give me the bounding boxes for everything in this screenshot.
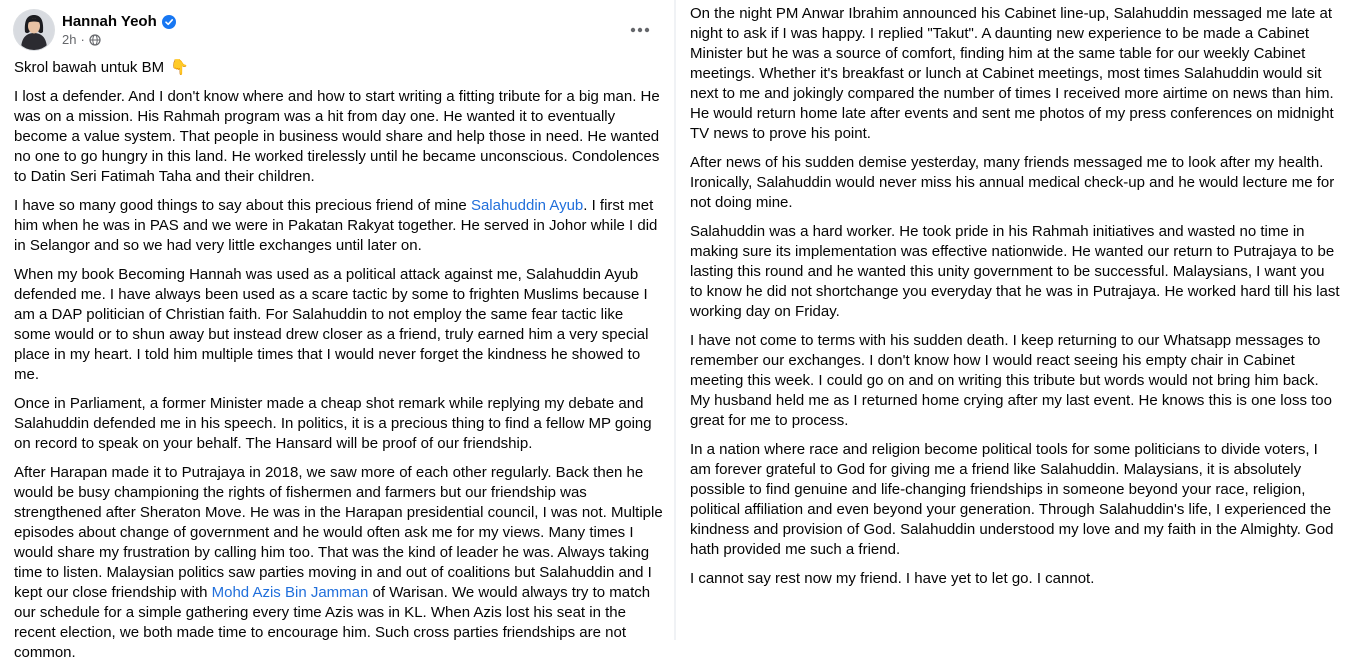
mention-link[interactable]: Salahuddin Ayub [470,197,584,214]
paragraph-text: Once in Parliament, a former Minister made a cheap shot remark while replying my debate and Salahuddin defended me in his speech. In politics, it is a precious thing to find a fellow MP going on record to speak on your behalf. The Hansard will be proof of our friendship. [14,395,652,452]
paragraph-text: I cannot say rest now my friend. I have yet to let go. I cannot. [690,570,1095,587]
right-paragraphs [690,4,1340,589]
post-paragraph [690,440,1340,560]
post-paragraph [690,222,1340,322]
left-paragraphs [14,87,664,663]
globe-icon [89,34,101,46]
verified-badge-icon [162,15,176,29]
post-paragraph [690,4,1340,144]
post-paragraph [14,87,664,187]
paragraph-text: When my book Becoming Hannah was used as a political attack against me, Salahuddin Ayub defended me. I have always been used as a scare tactic by some to frighten Muslims because I am a DAP politician of Christian faith. For Salahuddin to not employ the same fear tactic like some would or to shun away but instead drew closer as a friend, truly earned him a very special place in my heart. I told him multiple times that I would never forget the kindness he showed to me. [14,266,649,383]
intro-text: Skrol bawah untuk BM [14,59,165,76]
mention-link[interactable]: Mohd Azis Bin Jamman [211,584,369,601]
post-column-left [0,0,672,661]
paragraph-text: On the night PM Anwar Ibrahim announced his Cabinet line-up, Salahuddin messaged me late at night to ask if I was happy. I replied "Takut". A daunting new experience to be made a Cabinet Minister but he was a source of comfort, finding him at the same table for our weekly Cabinet meetings. Whether it's breakfast or lunch at Cabinet meetings, most times Salahuddin would sit next to me and jokingly compared the number of times I received more airtime on news than him. He would return home late after events and sent me photos of my press conferences on midnight TV news to prove his point. [690,5,1334,142]
post-paragraph [14,196,664,256]
author-avatar[interactable] [14,10,54,50]
author-name-row [62,13,176,30]
avatar-image [14,10,54,50]
post-time[interactable]: 2h [62,32,77,47]
more-options-button[interactable] [626,16,654,44]
paragraph-text: After news of his sudden demise yesterday, many friends messaged me to look after my health. Ironically, Salahuddin would never miss his annual medical check-up and he would lecture me for not doing mine. [690,154,1335,211]
paragraph-text: I have so many good things to say about this precious friend of mine [14,197,471,214]
post-column-right [678,0,1346,640]
post-body-left [14,58,664,672]
paragraph-text: of Warisan. We would always try to match our schedule for a simple gathering every time Azis was in KL. When Azis lost his seat in the recent election, we both made time to encourage him. Such cross parties friendships are not common. [14,584,651,661]
post-paragraph [690,569,1340,589]
post-meta [62,32,101,47]
post-paragraph [690,331,1340,431]
intro-line [14,58,664,78]
post-paragraph [14,265,664,385]
meta-separator: · [80,32,85,47]
paragraph-text: . I first met him when he was in PAS and we were in Pakatan Rakyat together. He served in Johor while I did in Selangor and so we had very little exchanges until later on. [14,197,658,254]
pointing-down-hand-emoji: 👇 [170,59,189,76]
post-header [14,10,664,50]
paragraph-text: I lost a defender. And I don't know where and how to start writing a fitting tribute for a big man. He was on a mission. His Rahmah program was a hit from day one. He wanted it to eventually become a value system. That people in business would share and help those in need. He wanted no one to go hungry in this land. He worked tirelessly until he became unconscious. Condolences to Datin Seri Fatimah Taha and their children. [14,88,660,185]
more-horizontal-icon [630,27,650,33]
paragraph-text: In a nation where race and religion become political tools for some politicians to divide voters, I am forever grateful to God for giving me a friend like Salahuddin. Malaysians, it is absolutely possible to find genuine and life-changing friendships in someone beyond your race, religion, political affiliation and even beyond your generation. Through Salahuddin's life, I experienced the kindness and provision of God. Salahuddin understood my love and my faith in the Almighty. God hath provided me such a friend. [690,441,1334,558]
post-paragraph [14,463,664,663]
paragraph-text: After Harapan made it to Putrajaya in 2018, we saw more of each other regularly. Back then he would be busy championing the rights of fishermen and farmers but our friendship was strengthened after Sheraton Move. He was in the Harapan presidential council, I was not. Multiple episodes about change of government and he would often ask me for my views. Many times I would share my frustration by calling him too. That was the kind of leader he was. Always taking time to listen. Malaysian politics saw parties moving in and out of coalitions but Salahuddin and I kept our close friendship with [14,464,663,601]
post-paragraph [14,394,664,454]
paragraph-text: Salahuddin was a hard worker. He took pride in his Rahmah initiatives and wasted no time in making sure its implementation was effective nationwide. He wanted our return to Putrajaya to be lasting this round and he wanted this unity government to be successful. Malaysians, I want you to know he did not shortchange you everyday that he was in Putrajaya. He worked hard till his last working day on Friday. [690,223,1340,320]
paragraph-text: I have not come to terms with his sudden death. I keep returning to our Whatsapp messages to remember our exchanges. I don't know how I would react seeing his empty chair in Cabinet meeting this week. I could go on and on writing this tribute but words would not bring him back. My husband held me as I returned home crying after my last event. He knows this is one loss too great for me to process. [690,332,1332,429]
post-body-right [690,4,1340,598]
author-name[interactable]: Hannah Yeoh [62,13,157,30]
post-paragraph [690,153,1340,213]
